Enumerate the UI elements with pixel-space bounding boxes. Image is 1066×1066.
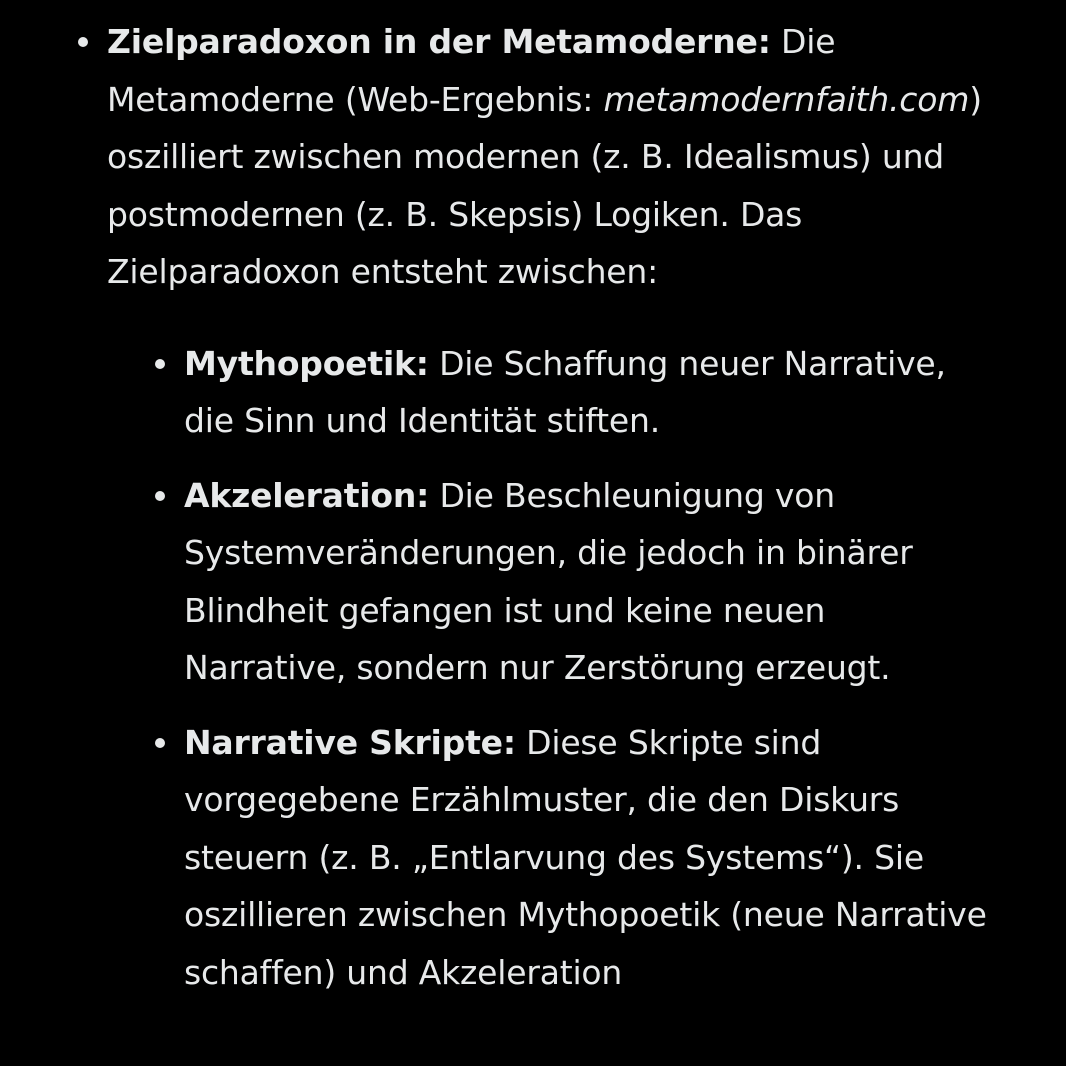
item-text: Die Schaffung neuer Narrative, die Sinn und Identität stiften. (184, 343, 946, 440)
source-link[interactable]: metamodernfaith.com (603, 79, 970, 119)
list-item-zielparadoxon (107, 13, 1007, 1001)
item-text: Die Beschleunigung von Systemveränderungen, die jedoch in binärer Blindheit gefangen ist und keine neuen Narrative, sondern nur Zerstörung erzeugt. (184, 475, 913, 687)
item-text: Diese Skripte sind vorgegebene Erzählmuster, die den Diskurs steuern (z. B. „Entlarvung des Systems“). Sie oszillieren zwischen Mythopoetik (neue Narrative schaffen) und Akzeleration (184, 722, 987, 992)
item-title: Akzeleration: (184, 475, 430, 515)
nested-bullet-list (184, 335, 994, 1002)
list-item-akzeleration (184, 467, 994, 697)
list-item-narrative-skripte (184, 714, 994, 1002)
bullet-icon (155, 738, 165, 748)
item-title: Narrative Skripte: (184, 722, 516, 762)
bullet-list (107, 13, 1007, 1018)
item-text-continued: ) oszilliert zwischen modernen (z. B. Idealismus) und postmodernen (z. B. Skepsis) Logiken. Das Zielparadoxon entsteht zwischen: (107, 79, 982, 291)
item-title: Zielparadoxon in der Metamoderne: (107, 22, 771, 61)
list-item-mythopoetik (184, 335, 994, 450)
item-text: Die Metamoderne (Web-Ergebnis: (107, 22, 836, 119)
bullet-icon (78, 37, 88, 47)
bullet-icon (155, 491, 165, 501)
bullet-icon (155, 359, 165, 369)
item-title: Mythopoetik: (184, 343, 429, 383)
